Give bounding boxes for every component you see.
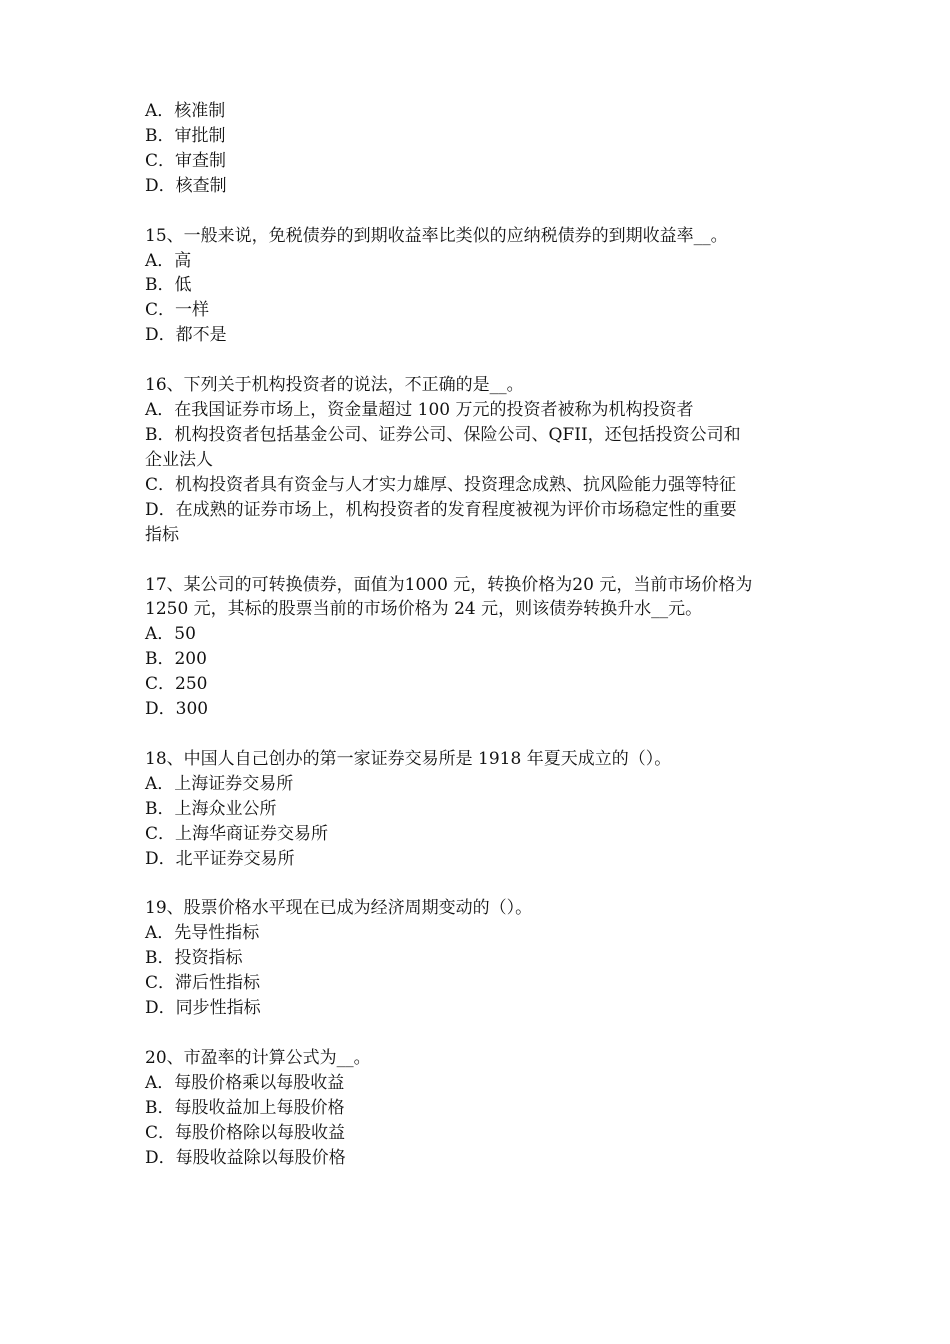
option-a: A．核准制 [145,101,226,121]
option-a: A．先导性指标 [145,923,260,944]
question-19 [145,896,815,1021]
spacer [145,871,815,896]
option-b-continued: 企业法人 [145,449,213,470]
question-16 [145,373,815,547]
option-d: D．北平证券交易所 [145,848,295,869]
option-d: D．在成熟的证券市场上，机构投资者的发育程度被视为评价市场稳定性的重要 [145,499,737,520]
question-15 [145,224,815,349]
option-b: B．低 [145,275,192,296]
option-c: C．滞后性指标 [145,973,261,994]
option-c: C．上海华商证券交易所 [145,823,329,844]
option-c: C．250 [145,674,208,695]
spacer [145,348,815,373]
question-20 [145,1046,815,1171]
option-b: B．200 [145,649,207,670]
option-b: B．上海众业公所 [145,798,277,819]
question-stem: 17、某公司的可转换债券，面值为1000 元，转换价格为20 元，当前市场价格为 [145,574,753,595]
option-b: B．投资指标 [145,948,243,969]
option-d: D．核查制 [145,175,227,196]
question-18 [145,747,815,872]
option-a: A．在我国证券市场上，资金量超过 100 万元的投资者被称为机构投资者 [145,400,694,421]
option-a: A．高 [145,250,192,271]
question-stem: 16、下列关于机构投资者的说法，不正确的是__。 [145,375,524,396]
option-d: D．都不是 [145,325,227,346]
option-d-continued: 指标 [145,524,179,545]
option-b: B．每股收益加上每股价格 [145,1097,345,1118]
question-stem: 20、市盈率的计算公式为__。 [145,1048,371,1068]
option-b: B．机构投资者包括基金公司、证券公司、保险公司、QFII，还包括投资公司和 [145,424,741,445]
question-stem-continued: 1250 元，其标的股票当前的市场价格为 24 元，则该债券转换升水__元。 [145,599,703,620]
spacer [145,548,815,573]
question-14-options [145,99,815,199]
question-17 [145,573,815,722]
spacer [145,199,815,224]
option-c: C．审查制 [145,150,227,171]
option-a: A．每股价格乘以每股收益 [145,1072,345,1093]
question-stem: 15、一般来说，免税债券的到期收益率比类似的应纳税债券的到期收益率__。 [145,225,728,246]
option-c: C．一样 [145,300,210,321]
document-page [145,99,815,1171]
option-d: D．300 [145,699,209,720]
option-a: A．50 [145,624,196,645]
option-a: A．上海证券交易所 [145,773,294,794]
option-c: C．每股价格除以每股收益 [145,1122,346,1143]
option-c: C．机构投资者具有资金与人才实力雄厚、投资理念成熟、抗风险能力强等特征 [145,474,737,495]
spacer [145,722,815,747]
option-d: D．同步性指标 [145,998,261,1019]
question-stem: 18、中国人自己创办的第一家证券交易所是 1918 年夏天成立的（）。 [145,748,672,769]
option-d: D．每股收益除以每股价格 [145,1147,346,1168]
option-b: B．审批制 [145,125,226,146]
question-stem: 19、股票价格水平现在已成为经济周期变动的（）。 [145,898,533,919]
spacer [145,1021,815,1046]
